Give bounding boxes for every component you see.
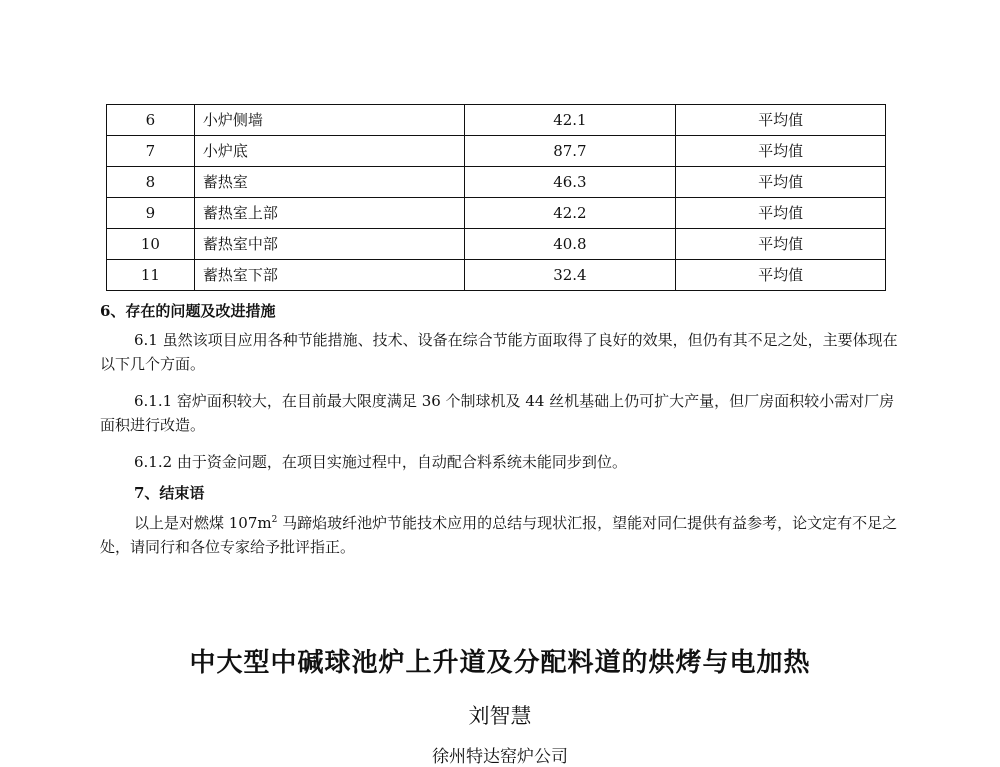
article-affiliation: 徐州特达窑炉公司 bbox=[432, 747, 568, 767]
row-note: 平均值 bbox=[676, 167, 886, 198]
section-6-heading: 6、存在的问题及改进措施 bbox=[100, 302, 276, 320]
table-row bbox=[107, 229, 886, 260]
article-title: 中大型中碱球池炉上升道及分配料道的烘烤与电加热 bbox=[189, 648, 811, 678]
table-row bbox=[107, 105, 886, 136]
row-location: 蓄热室中部 bbox=[194, 229, 464, 260]
row-number: 6 bbox=[107, 105, 195, 136]
row-location: 小炉侧墙 bbox=[194, 105, 464, 136]
table-row bbox=[107, 136, 886, 167]
row-note: 平均值 bbox=[676, 260, 886, 291]
measurement-table bbox=[106, 104, 886, 291]
section-7-heading: 7、结束语 bbox=[134, 484, 205, 502]
row-value: 40.8 bbox=[464, 229, 676, 260]
paragraph-7-conclusion bbox=[100, 511, 900, 559]
table-row bbox=[107, 167, 886, 198]
row-note: 平均值 bbox=[676, 198, 886, 229]
row-value: 87.7 bbox=[464, 136, 676, 167]
row-value: 42.1 bbox=[464, 105, 676, 136]
conclusion-text-end: 马蹄焰玻纤池炉节能技术应用的总结与现状汇报，望能对同仁提供有益参考，论文定有不足之处，请同行和各位专家给予批评指正。 bbox=[100, 514, 898, 556]
row-location: 蓄热室上部 bbox=[194, 198, 464, 229]
superscript-2: 2 bbox=[271, 515, 278, 525]
row-number: 9 bbox=[107, 198, 195, 229]
conclusion-text-start: 以上是对燃煤 107m bbox=[134, 514, 272, 532]
row-number: 7 bbox=[107, 136, 195, 167]
row-location: 蓄热室 bbox=[194, 167, 464, 198]
paragraph-6-1-1: 6.1.1 窑炉面积较大，在目前最大限度满足 36 个制球机及 44 丝机基础上仍可扩大产量，但厂房面积较小需对厂房面积进行改造。 bbox=[100, 392, 895, 434]
row-value: 46.3 bbox=[464, 167, 676, 198]
row-number: 8 bbox=[107, 167, 195, 198]
table-row bbox=[107, 260, 886, 291]
row-number: 11 bbox=[107, 260, 195, 291]
row-value: 32.4 bbox=[464, 260, 676, 291]
table-row bbox=[107, 198, 886, 229]
row-location: 小炉底 bbox=[194, 136, 464, 167]
paragraph-6-1: 6.1 虽然该项目应用各种节能措施、技术、设备在综合节能方面取得了良好的效果，但仍有其不足之处，主要体现在以下几个方面。 bbox=[100, 331, 898, 373]
row-location: 蓄热室下部 bbox=[194, 260, 464, 291]
paragraph-6-1-2: 6.1.2 由于资金问题，在项目实施过程中，自动配合料系统未能同步到位。 bbox=[134, 453, 627, 471]
row-note: 平均值 bbox=[676, 105, 886, 136]
article-author: 刘智慧 bbox=[468, 704, 532, 728]
row-number: 10 bbox=[107, 229, 195, 260]
row-note: 平均值 bbox=[676, 229, 886, 260]
row-value: 42.2 bbox=[464, 198, 676, 229]
row-note: 平均值 bbox=[676, 136, 886, 167]
